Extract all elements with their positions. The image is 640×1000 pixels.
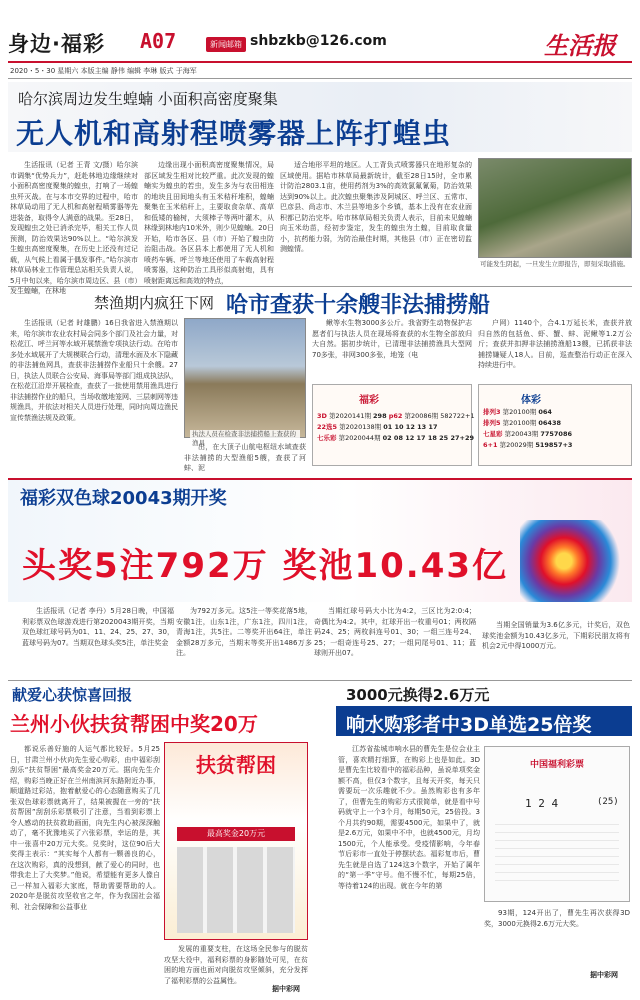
ticket-print-lines (495, 821, 619, 881)
article2-kicker: 禁渔期内疯狂下网 (94, 294, 215, 312)
article2-col2: 出，在大顶子山航电枢纽水域查获非法捕捞的大型渔船5艘，查获了河蚌、泥 (184, 443, 306, 472)
article3-headline: 头奖5注792万 奖池10.43亿 (22, 546, 509, 586)
ticket-brand: 中国福利彩票 (529, 760, 584, 770)
fucai-row: 22选5 第2020138期 01 10 12 13 17 (317, 423, 438, 431)
ticket-multiple: (25) (597, 797, 619, 807)
email-badge: 新闻邮箱 (206, 37, 246, 52)
ticket-title: 扶贫帮困 (196, 753, 276, 777)
article3-col1: 生活报讯（记者 李丹）5月28日晚，中国福利彩票双色球游戏进行第2020043期开奖，当期双色球红球号码为01、11、24、25、27、30，蓝球号码为07。当期双色球头奖5注，单注奖金 (22, 607, 174, 647)
scratch-ticket-image (164, 742, 308, 940)
article3-col3: 当期红球号码大小比为4:2，三区比为2:0:4；奇偶比为4:2。其中，红球开出一枚重号01；两枚隔码24、25；两枚斜连号01、30；一组三连号24、25；一组奇连号25、27；一组同尾号01、11；蓝球则开出07。 (314, 607, 476, 657)
article4-col1: 都说乐善好施的人运气都比较好。5月25日，甘肃兰州小伙向先生爱心购彩，由中福彩刮刮乐“扶贫帮困”最高奖金20万元。据向先生介绍，购彩当晚正好在兰州南滨河东路附近办事，顺道路过彩站，抱着献爱心的心态随意购买了几张双色球彩票就离开了，结果被握在一旁的“扶贫帮困”刮刮乐彩票吸引了注意，当看到彩票上令人感动的扶贫救助画面，向先生内心被深深触动了，毫不犹豫地买了六张彩票，幸运的是，其中一张喜中20万元大奖。兑奖时，这位90后大奖得主表示：“其实每个人都有一颗善良的心，在这次购彩，真的没想到，献了爱心的同时，也带我走上了大奖梦。”他说，希望能有更多人像自己一样加入福彩大家庭，帮助需要帮助的人。2020年是脱贫攻坚收官之年，作为我国社会福利、社会保障和公益事业 (10, 745, 160, 911)
ticai-results-box (478, 384, 632, 466)
masthead-logo: 生活报 (544, 31, 616, 60)
article1-col1: 生活报讯（记者 王青 文/摄）哈尔滨市调集“优势兵力”，赶赴林地边缘继续对小面积高密度聚集的蝗虫，打响了一场蝗虫歼灭战。在与本市交界的过程中，哈市林草局动用了无人机和高射程喷雾器等先进装备，取得令人满意的战果。至28日，发现蝗虫之处已消杀完毕，相关工作人员预测，防治效果达90%以上。“哈尔滨发生蝗虫高密度聚集，在历史上还没有过记载，从气候上看属于偶发事件。”哈尔滨市林草局林业工作管理总站相关负责人说，5月中旬以来，哈尔滨市周边区、县（市）发生蝗蝻，在林地 (10, 161, 138, 295)
ticai-row: 6+1 第20029期 519857+3 (483, 441, 573, 449)
article5-headline: 响水购彩者中3D单选25倍奖 (346, 714, 592, 736)
article1-col2: 边缘出现小面积高密度聚集情况，局部区域发生相对比较严重。此次发现的蝗蝻实为蝗虫的若虫，发生多为与农田相连的地块且田间地头有玉米秸秆堆积，蝗蝻聚集在玉米秸秆上，主要取食杂草、高草和低矮的榆树，大须棒子等两叶灌木，从林缘到林地内10米外，则少见蝗蝻。20日开始，哈市各区、县（市）开始了蝗虫防治阻击战。各区县本上都使用了无人机和喷药车辆、呼兰等地还使用了车载高射程喷雾器，这种防治工具形似高射炮，具有喷射距离远和高效的特点， (144, 161, 274, 285)
article3-col2: 为792万多元。这5注一等奖花落5地，安徽1注，山东1注，广东1注，四川1注，青海1注，共5注。二等奖开出64注，单注金额28万多元，当期末等奖开出1486万多注。 (176, 607, 312, 657)
fucai-rows (317, 411, 475, 444)
ticai-title: 体彩 (521, 395, 541, 406)
page-code: A07 (140, 29, 177, 53)
ticai-row: 七星彩 第20043期 7757086 (483, 430, 573, 438)
header-divider (8, 61, 632, 63)
lottery-ticket-image (484, 746, 630, 902)
article2-col3: 鳅等水生物3000多公斤。我省野生动物保护志愿者们与执法人员在现场将查获的水生物全部放归大自然。据初步统计，已清理非法捕捞渔具大型网70多张，非网300多张，地笼（电 (312, 319, 472, 359)
ticai-rows (483, 407, 631, 451)
article5-col1: 江苏省盐城市响水县的曹先生是位会业主管，喜欢精打细算，在购彩上也是如此。3D是曹先生比较看中的福彩品种，虽说单项奖金额不高，但仅3个数字，且每天开奖，每天只需要玩一次乐趣就不少。虽然购彩也有多年了，但曹先生的购彩方式很简单，就是看中号码就守上一个3个月，每期50元，25倍投。3个月共约90期，需要4500元，如果中了，就是2.6万元，如果中不中，也就4500元，月均1500元，个人能承受。受疫情影响，今年春节后彩市一直处于停摆状态。福彩复市后，曹先生就是自选了124这3个数字，开始了属年的“第一季”守号。他不慢不忙，每期25倍，等待着124的出现。就在今年的第 (338, 745, 480, 890)
article5-col2: 93期，124开出了，曹先生再次获得3D奖，3000元换得2.6万元大奖。 (484, 909, 630, 928)
article1-photo-caption: 可能发生阴起，一旦发生立即报告，即刻采取措施。 (480, 260, 630, 268)
meta-line: 2020・5・30 星期六 本版主编 静伟 编辑 李琳 版式 于海军 (10, 67, 197, 75)
fucai-row: 七乐彩 第2020044期 02 08 12 17 18 25 27+29 (317, 434, 474, 442)
fucai-title: 福彩 (359, 395, 379, 406)
email-address[interactable]: shbzkb@126.com (250, 33, 387, 49)
article2-divider (8, 286, 632, 287)
article1-col3: 适合地形平坦的地区。人工背负式喷雾器只在地形复杂的区域使用。据哈市林草局最新统计，截至28日15时，全市累计防治2803.1亩，使用药剂为3%的高效氯氟氰菊，防治效果达到90%以上。此次蝗虫聚集涉及阿城区、呼兰区、五常市、巴彦县、尚志市、木兰县等地多个乡镇，基本上没有在农业面积都已防治完毕。哈市林草局相关负责人表示，目前未见蝗蝻向玉米幼苗，经初步鉴定，发生的蝗虫为土蝗，目前取食量小，抗药能力弱，为防治最佳时期，其他县（市）正在密切监测蝗情。 (280, 161, 472, 253)
fucai-row: 3D 第2020141期 298 p62 第20086期 582722+1 (317, 412, 475, 420)
article4-col2: 发展的重要支柱，在这场全民参与的脱贫攻坚大役中，福利彩票的身影随处可见，在贫困的地方面也面对向脱贫攻坚倾斜，充分发挥了福利彩票的公益属性。 (164, 945, 308, 985)
ticai-row: 排列5 第20100期 06438 (483, 419, 561, 427)
ticket-numbers: 1 2 4 (525, 797, 559, 810)
article4-headline: 兰州小伙扶贫帮困中奖20万 (10, 712, 258, 736)
fucai-results-box (312, 384, 475, 466)
article5-kicker: 3000元换得2.6万元 (346, 686, 490, 704)
article4-credit: 据中彩网 (272, 985, 300, 993)
meta-divider (8, 78, 632, 79)
article3-kicker: 福彩双色球20043期开奖 (20, 488, 227, 509)
article1-kicker: 哈尔滨周边发生蝗蝻 小面积高密度聚集 (18, 90, 278, 108)
confetti-burst-decoration (520, 520, 630, 602)
article2-headline: 哈市查获十余艘非法捕捞船 (226, 293, 491, 318)
article1-headline: 无人机和高射程喷雾器上阵打蝗虫 (16, 117, 452, 150)
article2-photo-caption: 执法人员在检查非法捕捞船上查获的渔具 (190, 430, 300, 448)
ticket-prize-banner: 最高奖金20万元 (177, 827, 295, 841)
article1-photo-drone-spraying (478, 158, 632, 258)
article2-photo-fishing-boats (184, 318, 306, 438)
article5-credit: 据中彩网 (590, 971, 618, 979)
ticai-row: 排列3 第20100期 064 (483, 408, 552, 416)
article2-col4: 户网）1140个，合4.1万延长米，查获并放归自然的包括鱼、虾、蟹、蚌、泥鳅等1.2万公斤；查获并扣押非法捕捞渔船13艘，已抓获非法捕捞嫌疑人18人。目前，巡查整治行动正在深入持续进行中。 (478, 319, 632, 369)
article3-col4: 当期全国销量为3.6亿多元，计奖后，双色球奖池金额为10.43亿多元，下期彩民朋友将有机会2元中得1000万元。 (482, 621, 630, 650)
bottom-divider (8, 680, 632, 681)
section-title: 身边·福彩 (8, 32, 105, 56)
article4-kicker: 献爱心获惊喜回报 (12, 686, 133, 704)
scratch-area-grid (177, 847, 295, 933)
article2-col1: 生活报讯（记者 时雄鹏）16日我省进入禁渔期以来，哈尔滨市农业农村局会同多个部门及社会力量，对松花江、呼兰河等水域开展禁渔专项执法行动。在哈市多处水域展开了大规模联合行动，清理水面及水下隐藏的非法捕鱼网具，查获非法捕捞作业船只十余艘。27日，执法人员联合公安局、海事局等部门组成执法队，在松花江沿岸开展检查，查获了一批使用禁用渔具进行非法捕捞作业的船只，当场收缴地笼网、三层刺网等违规渔具，并依法对相关人员进行处理，同时向周边渔民宣传禁渔法规及政策。 (10, 319, 178, 422)
